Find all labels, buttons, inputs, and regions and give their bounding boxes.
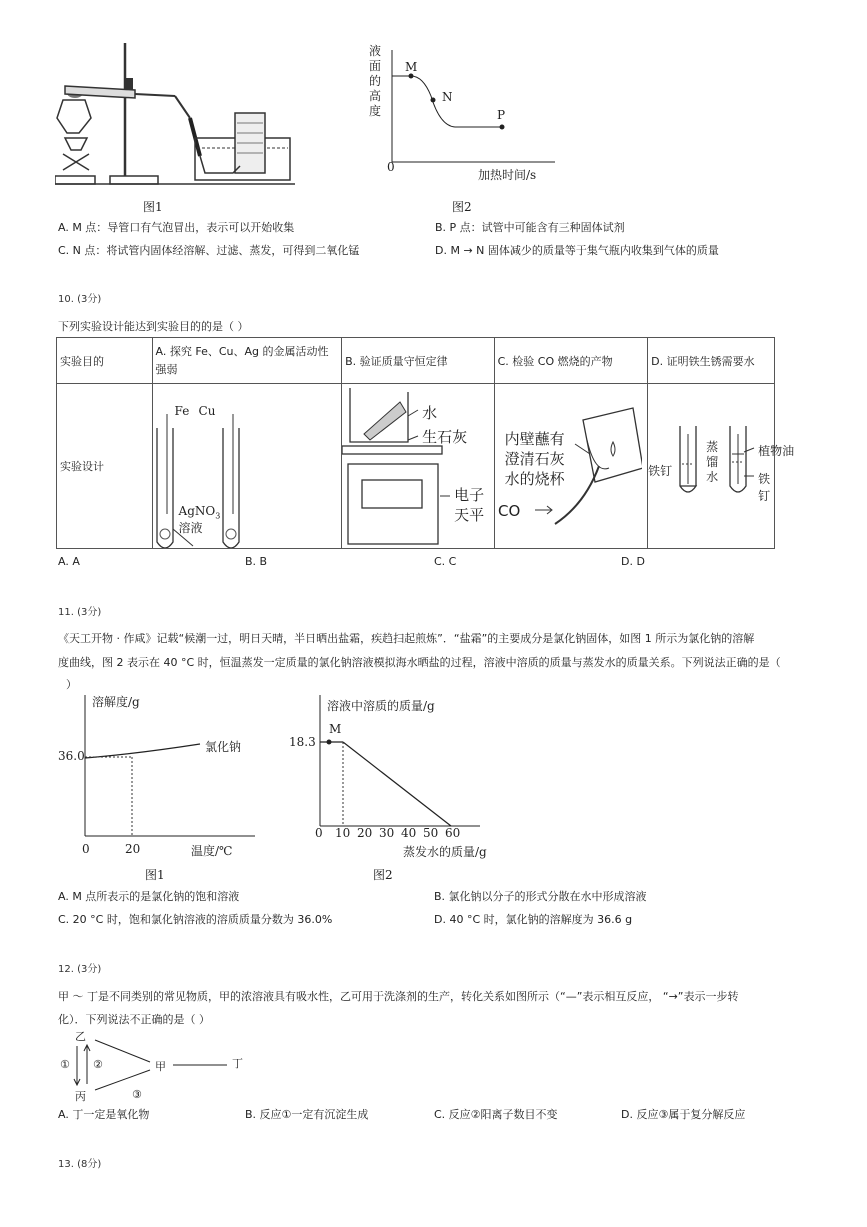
q9-point-p [500,125,505,130]
q11-fig2-point-m: M [329,722,342,736]
q11-fig2-xtick-30: 30 [379,826,395,840]
q11-fig2-xtick-50: 50 [423,826,439,840]
q11-fig1-curve-label: 氯化钠 [205,740,242,754]
q10-option-a[interactable]: A. A [58,555,80,568]
q11-fig2-ylabel: 溶液中溶质的质量/g [327,699,435,713]
q10-fig-a-fe: Fe [174,404,190,418]
q11-fig2-xtick-20: 20 [357,826,373,840]
q10-design-c [494,384,648,549]
q9-option-b[interactable]: B. P 点：试管中可能含有三种固体试剂 [435,221,625,234]
q11-number: 11. (3分) [58,607,102,618]
q10-fig-d-nail2: 铁钉 [758,472,771,503]
q11-fig1-solubility-curve [55,690,265,860]
q10-number: 10. (3分) [58,294,102,305]
q11-stem-line1: 《天工开物 · 作咸》记载“候潮一过，明日天晴，半日晒出盐霜，疾趋扫起煎炼”．“盐霜”的主要成分是氯化钠固体，如图 1 所示为氯化钠的溶解 [58,632,755,645]
q9-option-d[interactable]: D. M → N 固体减少的质量等于集气瓶内收集到气体的质量 [435,244,719,257]
q12-reaction-1: ① [60,1058,70,1071]
q10-option-c[interactable]: C. C [434,555,457,568]
q10-option-d[interactable]: D. D [621,555,645,568]
q10-fig-b-scale1: 电子 [454,486,485,504]
q11-fig2-xtick-60: 60 [445,826,461,840]
q10-fig-b-scale2: 天平 [454,506,485,524]
q10-stem: 下列实验设计能达到实验目的的是（ ） [58,320,249,333]
q11-fig2-xtick-40: 40 [401,826,417,840]
q12-number: 12. (3分) [58,964,102,975]
q10-fig-c-co: CO [498,502,521,520]
q10-fig-d-nail1: 铁钉 [648,464,673,478]
q12-stem-line1: 甲 ～ 丁是不同类别的常见物质，甲的浓溶液具有吸水性，乙可用于洗涤剂的生产，转化关系如图所示（“—”表示相互反应， “→”表示一步转 [58,990,739,1003]
q10-design-d [648,384,795,549]
q9-option-c[interactable]: C. N 点：将试管内固体经溶解、过滤、蒸发，可得到二氧化锰 [58,244,360,257]
q10-fig-d-water: 蒸 馏 水 [706,440,719,484]
q9-fig2-xlabel: 加热时间/s [478,168,537,182]
q11-option-d[interactable]: D. 40 °C 时，氯化钠的溶解度为 36.6 g [434,913,633,926]
q11-option-c[interactable]: C. 20 °C 时，饱和氯化钠溶液的溶质质量分数为 36.0% [58,913,333,926]
q9-fig2-ylabel: 液面的高度 [369,44,382,118]
q11-fig2-xlabel: 蒸发水的质量/g [403,845,487,859]
q11-stem-line3: ） [66,678,77,691]
q12-node-bing: 丙 [75,1090,86,1103]
q10-fig-b-water: 水 [422,404,438,422]
q10-row-design-label: 实验设计 [57,384,153,549]
q11-fig1-xtick-20: 20 [125,842,141,856]
q12-reaction-2: ② [93,1058,103,1071]
q11-fig2-caption: 图2 [373,868,393,882]
q10-fig-c-l2: 澄清石灰 [504,450,565,468]
q12-node-jia: 甲 [155,1060,166,1073]
q12-option-c[interactable]: C. 反应②阳离子数目不变 [434,1108,558,1121]
q11-fig1-ylabel: 溶解度/g [92,695,140,709]
q9-fig2-origin: 0 [387,160,395,174]
q10-option-b[interactable]: B. B [245,555,268,568]
q9-fig2-caption: 图2 [452,200,472,214]
q12-node-ding: 丁 [232,1057,243,1070]
q11-fig2-xtick-0: 0 [315,826,323,840]
q9-point-n [431,98,436,103]
q10-fig-b-lime: 生石灰 [422,428,468,446]
q11-fig2-xtick-10: 10 [335,826,351,840]
q13-number: 13. (8分) [58,1159,102,1170]
q10-fig-c-l1: 内壁蘸有 [504,430,565,448]
q10-goal-c: C. 检验 CO 燃烧的产物 [494,338,648,384]
q12-option-b[interactable]: B. 反应①一定有沉淀生成 [245,1108,369,1121]
q10-design-b [342,384,495,549]
q10-experiment-table [56,337,795,549]
q12-node-yi: 乙 [75,1030,86,1043]
q10-fig-a-cu: Cu [198,404,216,418]
q9-fig2-label-m: M [405,60,418,74]
q10-fig-d-oil: 植物油 [758,444,795,458]
q9-fig2-label-n: N [442,90,453,104]
q10-fig-a-solution: AgNO$_3$ [178,504,221,521]
q12-option-d[interactable]: D. 反应③属于复分解反应 [621,1108,746,1121]
q10-goal-a: A. 探究 Fe、Cu、Ag 的金属活动性强弱 [152,338,342,384]
q10-fig-a-solution2: 溶液 [178,521,203,535]
q11-fig1-xtick-0: 0 [82,842,90,856]
q9-option-a[interactable]: A. M 点：导管口有气泡冒出，表示可以开始收集 [58,221,295,234]
q11-option-a[interactable]: A. M 点所表示的是氯化钠的饱和溶液 [58,890,240,903]
q9-point-m [409,74,414,79]
q10-goal-b: B. 验证质量守恒定律 [342,338,495,384]
q12-stem-line2: 化）．下列说法不正确的是（ ） [58,1013,210,1026]
q9-fig1-caption: 图1 [143,200,163,214]
q10-goal-d: D. 证明铁生锈需要水 [648,338,775,384]
q10-fig-c-l3: 水的烧杯 [504,470,565,488]
q10-row-goal-label: 实验目的 [57,338,153,384]
q11-fig2-ytick: 18.3 [289,735,316,749]
q9-fig2-label-p: P [497,108,506,122]
q12-option-a[interactable]: A. 丁一定是氧化物 [58,1108,150,1121]
q9-fig1-apparatus [55,38,305,188]
q12-reaction-3: ③ [132,1088,142,1101]
q11-fig1-caption: 图1 [145,868,165,882]
q11-option-b[interactable]: B. 氯化钠以分子的形式分散在水中形成溶液 [434,890,647,903]
q11-stem-line2: 度曲线，图 2 表示在 40 °C 时，恒温蒸发一定质量的氯化钠溶液模拟海水晒盐的过程，溶液中溶质的质量与蒸发水的质量关系。下列说法正确的是（ [58,656,781,669]
q10-design-a [152,384,342,549]
q11-fig1-ytick: 36.0 [58,749,85,763]
q11-fig1-xlabel: 温度/℃ [191,844,233,858]
